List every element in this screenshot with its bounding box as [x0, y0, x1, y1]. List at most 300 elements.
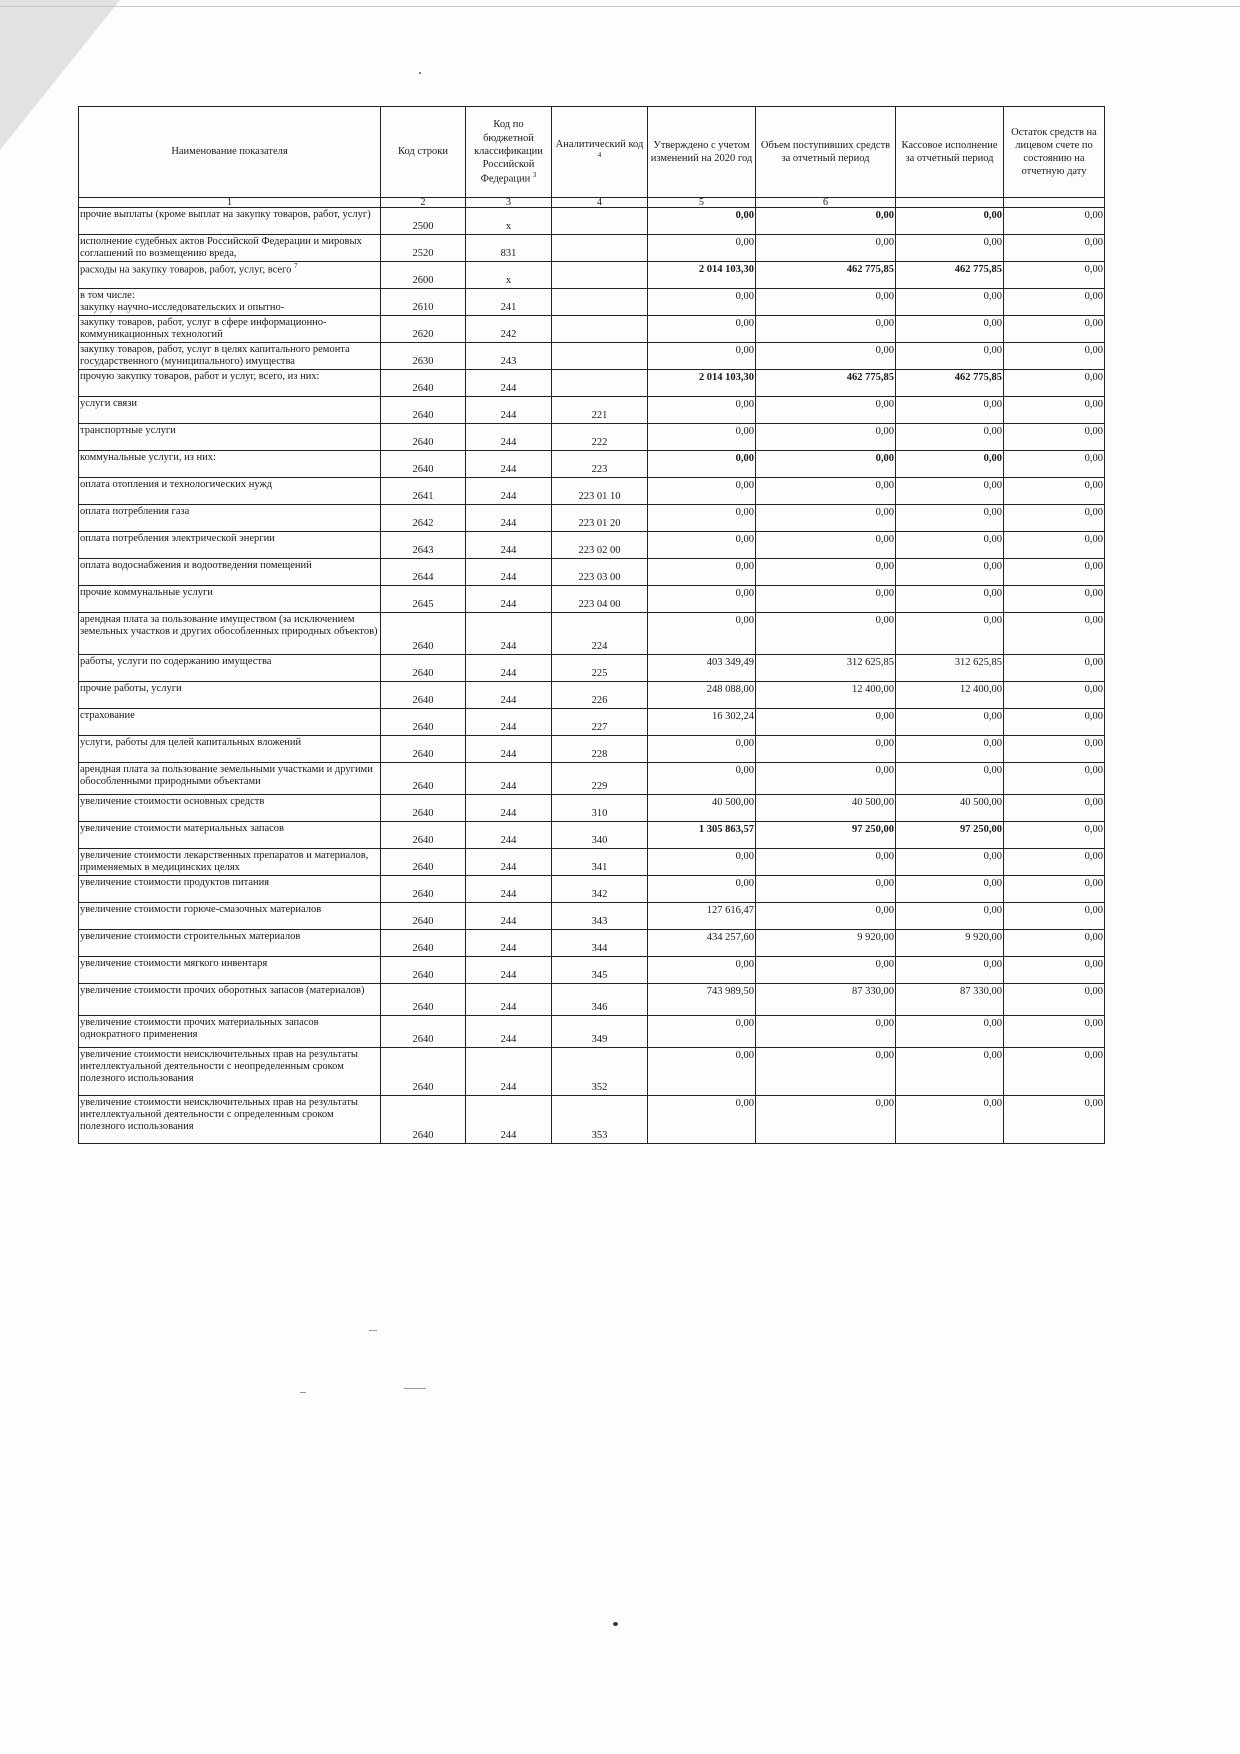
indicator-name: коммунальные услуги, из них:	[79, 451, 381, 478]
line-code: 2640	[381, 984, 466, 1016]
analytic-code	[552, 289, 648, 316]
header-line-code: Код строки	[381, 107, 466, 198]
line-code: 2640	[381, 613, 466, 655]
table-row	[79, 822, 1105, 849]
received-amount: 0,00	[756, 586, 896, 613]
received-amount: 0,00	[756, 424, 896, 451]
executed-amount: 0,00	[896, 235, 1004, 262]
table-row	[79, 1016, 1105, 1048]
budget-code: 244	[466, 613, 552, 655]
executed-amount: 0,00	[896, 876, 1004, 903]
column-number: 1	[79, 198, 381, 208]
balance-amount: 0,00	[1004, 613, 1105, 655]
column-number-row	[79, 198, 1105, 208]
approved-amount: 0,00	[648, 208, 756, 235]
analytic-code: 341	[552, 849, 648, 876]
scan-speck	[419, 72, 421, 74]
executed-amount: 9 920,00	[896, 930, 1004, 957]
executed-amount: 312 625,85	[896, 655, 1004, 682]
approved-amount: 2 014 103,30	[648, 262, 756, 289]
line-code: 2640	[381, 1048, 466, 1096]
received-amount: 0,00	[756, 289, 896, 316]
approved-amount: 0,00	[648, 1016, 756, 1048]
indicator-name: увеличение стоимости неисключительных прав на результаты интеллектуальной деятельности с определенным сроком полезного использования	[79, 1096, 381, 1144]
executed-amount: 0,00	[896, 709, 1004, 736]
indicator-name: оплата потребления газа	[79, 505, 381, 532]
executed-amount: 0,00	[896, 957, 1004, 984]
table-row	[79, 1096, 1105, 1144]
budget-code: 244	[466, 586, 552, 613]
table-row	[79, 505, 1105, 532]
table-row	[79, 682, 1105, 709]
indicator-name: закупку товаров, работ, услуг в сфере информационно-коммуникационных технологий	[79, 316, 381, 343]
executed-amount: 0,00	[896, 289, 1004, 316]
approved-amount: 0,00	[648, 1096, 756, 1144]
analytic-code: 224	[552, 613, 648, 655]
indicator-name: увеличение стоимости горюче-смазочных материалов	[79, 903, 381, 930]
approved-amount: 0,00	[648, 505, 756, 532]
line-code: 2642	[381, 505, 466, 532]
indicator-name: увеличение стоимости неисключительных прав на результаты интеллектуальной деятельности с неопределенным сроком полезного использования	[79, 1048, 381, 1096]
balance-amount: 0,00	[1004, 262, 1105, 289]
balance-amount: 0,00	[1004, 235, 1105, 262]
executed-amount: 0,00	[896, 736, 1004, 763]
balance-amount: 0,00	[1004, 586, 1105, 613]
line-code: 2500	[381, 208, 466, 235]
table-row	[79, 559, 1105, 586]
line-code: 2640	[381, 930, 466, 957]
balance-amount: 0,00	[1004, 763, 1105, 795]
balance-amount: 0,00	[1004, 655, 1105, 682]
column-number	[1004, 198, 1105, 208]
approved-amount: 0,00	[648, 849, 756, 876]
analytic-code	[552, 370, 648, 397]
approved-amount: 16 302,24	[648, 709, 756, 736]
header-indicator-name: Наименование показателя	[79, 107, 381, 198]
analytic-code	[552, 343, 648, 370]
approved-amount: 403 349,49	[648, 655, 756, 682]
column-number: 2	[381, 198, 466, 208]
table-row	[79, 370, 1105, 397]
line-code: 2645	[381, 586, 466, 613]
received-amount: 0,00	[756, 316, 896, 343]
analytic-code: 223 01 10	[552, 478, 648, 505]
approved-amount: 0,00	[648, 343, 756, 370]
line-code: 2640	[381, 424, 466, 451]
approved-amount: 0,00	[648, 532, 756, 559]
indicator-name: увеличение стоимости лекарственных препаратов и материалов, применяемых в медицинских целях	[79, 849, 381, 876]
balance-amount: 0,00	[1004, 532, 1105, 559]
column-number	[896, 198, 1004, 208]
table-row	[79, 930, 1105, 957]
indicator-name: увеличение стоимости продуктов питания	[79, 876, 381, 903]
balance-amount: 0,00	[1004, 289, 1105, 316]
budget-code: 244	[466, 984, 552, 1016]
analytic-code: 353	[552, 1096, 648, 1144]
analytic-code: 223 01 20	[552, 505, 648, 532]
approved-amount: 0,00	[648, 736, 756, 763]
budget-code: 244	[466, 763, 552, 795]
balance-amount: 0,00	[1004, 1096, 1105, 1144]
budget-code: 244	[466, 795, 552, 822]
scan-dot	[613, 1622, 618, 1626]
line-code: 2640	[381, 849, 466, 876]
line-code: 2610	[381, 289, 466, 316]
header-executed: Кассовое исполнение за отчетный период	[896, 107, 1004, 198]
analytic-code: 227	[552, 709, 648, 736]
budget-code: 244	[466, 424, 552, 451]
budget-code: 244	[466, 370, 552, 397]
approved-amount: 248 088,00	[648, 682, 756, 709]
received-amount: 0,00	[756, 709, 896, 736]
executed-amount: 0,00	[896, 316, 1004, 343]
table-row	[79, 397, 1105, 424]
executed-amount: 0,00	[896, 763, 1004, 795]
balance-amount: 0,00	[1004, 316, 1105, 343]
budget-code: 244	[466, 709, 552, 736]
analytic-code: 223 03 00	[552, 559, 648, 586]
indicator-name: страхование	[79, 709, 381, 736]
balance-amount: 0,00	[1004, 709, 1105, 736]
analytic-code: 221	[552, 397, 648, 424]
balance-amount: 0,00	[1004, 451, 1105, 478]
analytic-code: 349	[552, 1016, 648, 1048]
received-amount: 0,00	[756, 903, 896, 930]
budget-code: 244	[466, 505, 552, 532]
executed-amount: 0,00	[896, 849, 1004, 876]
balance-amount: 0,00	[1004, 424, 1105, 451]
line-code: 2640	[381, 1096, 466, 1144]
approved-amount: 0,00	[648, 763, 756, 795]
approved-amount: 40 500,00	[648, 795, 756, 822]
indicator-name: увеличение стоимости прочих оборотных запасов (материалов)	[79, 984, 381, 1016]
indicator-name: увеличение стоимости мягкого инвентаря	[79, 957, 381, 984]
table-row	[79, 655, 1105, 682]
executed-amount: 0,00	[896, 1048, 1004, 1096]
indicator-name: арендная плата за пользование имуществом (за исключением земельных участков и других обособленных природных объектов)	[79, 613, 381, 655]
balance-amount: 0,00	[1004, 957, 1105, 984]
received-amount: 312 625,85	[756, 655, 896, 682]
table-body	[79, 208, 1105, 1144]
approved-amount: 0,00	[648, 613, 756, 655]
received-amount: 0,00	[756, 957, 896, 984]
approved-amount: 0,00	[648, 235, 756, 262]
executed-amount: 12 400,00	[896, 682, 1004, 709]
executed-amount: 0,00	[896, 208, 1004, 235]
line-code: 2600	[381, 262, 466, 289]
indicator-name: увеличение стоимости прочих материальных запасов однократного применения	[79, 1016, 381, 1048]
approved-amount: 743 989,50	[648, 984, 756, 1016]
analytic-code: 222	[552, 424, 648, 451]
approved-amount: 434 257,60	[648, 930, 756, 957]
approved-amount: 0,00	[648, 957, 756, 984]
indicator-name: оплата отопления и технологических нужд	[79, 478, 381, 505]
received-amount: 0,00	[756, 559, 896, 586]
analytic-code: 343	[552, 903, 648, 930]
line-code: 2620	[381, 316, 466, 343]
analytic-code	[552, 316, 648, 343]
approved-amount: 0,00	[648, 397, 756, 424]
executed-amount: 40 500,00	[896, 795, 1004, 822]
executed-amount: 97 250,00	[896, 822, 1004, 849]
balance-amount: 0,00	[1004, 736, 1105, 763]
analytic-code: 345	[552, 957, 648, 984]
line-code: 2640	[381, 451, 466, 478]
indicator-name: прочие выплаты (кроме выплат на закупку товаров, работ, услуг)	[79, 208, 381, 235]
executed-amount: 0,00	[896, 397, 1004, 424]
table-row	[79, 736, 1105, 763]
line-code: 2640	[381, 1016, 466, 1048]
budget-code: 244	[466, 559, 552, 586]
analytic-code: 226	[552, 682, 648, 709]
executed-amount: 0,00	[896, 903, 1004, 930]
budget-code: 244	[466, 930, 552, 957]
table-row	[79, 262, 1105, 289]
executed-amount: 0,00	[896, 532, 1004, 559]
executed-amount: 0,00	[896, 613, 1004, 655]
received-amount: 0,00	[756, 613, 896, 655]
table-row	[79, 849, 1105, 876]
budget-code: 244	[466, 957, 552, 984]
budget-code: 244	[466, 903, 552, 930]
balance-amount: 0,00	[1004, 795, 1105, 822]
budget-code: 244	[466, 849, 552, 876]
scan-speck	[404, 1388, 426, 1389]
column-number: 4	[552, 198, 648, 208]
table-row	[79, 316, 1105, 343]
indicator-name: прочие коммунальные услуги	[79, 586, 381, 613]
indicator-name: исполнение судебных актов Российской Федерации и мировых соглашений по возмещению вреда,	[79, 235, 381, 262]
executed-amount: 462 775,85	[896, 370, 1004, 397]
scan-speck	[369, 1330, 377, 1331]
received-amount: 0,00	[756, 208, 896, 235]
budget-code: x	[466, 262, 552, 289]
indicator-name: в том числе: закупку научно-исследовательских и опытно-	[79, 289, 381, 316]
approved-amount: 0,00	[648, 559, 756, 586]
indicator-name: закупку товаров, работ, услуг в целях капитального ремонта государственного (муниципального) имущества	[79, 343, 381, 370]
scan-edge-line	[0, 6, 1240, 7]
received-amount: 12 400,00	[756, 682, 896, 709]
approved-amount: 0,00	[648, 1048, 756, 1096]
line-code: 2644	[381, 559, 466, 586]
balance-amount: 0,00	[1004, 343, 1105, 370]
received-amount: 0,00	[756, 849, 896, 876]
line-code: 2640	[381, 957, 466, 984]
table-row	[79, 1048, 1105, 1096]
executed-amount: 0,00	[896, 586, 1004, 613]
received-amount: 40 500,00	[756, 795, 896, 822]
budget-code: 244	[466, 822, 552, 849]
line-code: 2640	[381, 822, 466, 849]
approved-amount: 0,00	[648, 478, 756, 505]
approved-amount: 0,00	[648, 586, 756, 613]
budget-code: x	[466, 208, 552, 235]
header-budget-code: Код по бюджетной классификации Российской Федерации $^3$	[466, 107, 552, 198]
received-amount: 0,00	[756, 1016, 896, 1048]
received-amount: 0,00	[756, 763, 896, 795]
table-row	[79, 586, 1105, 613]
analytic-code	[552, 235, 648, 262]
analytic-code: 223 02 00	[552, 532, 648, 559]
budget-code: 243	[466, 343, 552, 370]
received-amount: 9 920,00	[756, 930, 896, 957]
analytic-code: 310	[552, 795, 648, 822]
analytic-code	[552, 208, 648, 235]
indicator-name: арендная плата за пользование земельными участками и другими обособленными природными объектами	[79, 763, 381, 795]
approved-amount: 127 616,47	[648, 903, 756, 930]
executed-amount: 0,00	[896, 1016, 1004, 1048]
scan-speck	[300, 1392, 306, 1393]
balance-amount: 0,00	[1004, 478, 1105, 505]
table-row	[79, 876, 1105, 903]
line-code: 2520	[381, 235, 466, 262]
budget-code: 244	[466, 655, 552, 682]
approved-amount: 0,00	[648, 424, 756, 451]
header-balance: Остаток средств на лицевом счете по состоянию на отчетную дату	[1004, 107, 1105, 198]
approved-amount: 2 014 103,30	[648, 370, 756, 397]
line-code: 2640	[381, 682, 466, 709]
line-code: 2640	[381, 655, 466, 682]
indicator-name: увеличение стоимости материальных запасов	[79, 822, 381, 849]
budget-code: 244	[466, 478, 552, 505]
budget-code: 244	[466, 682, 552, 709]
executed-amount: 0,00	[896, 424, 1004, 451]
indicator-name: расходы на закупку товаров, работ, услуг, всего $^7$	[79, 262, 381, 289]
received-amount: 462 775,85	[756, 262, 896, 289]
analytic-code	[552, 262, 648, 289]
balance-amount: 0,00	[1004, 505, 1105, 532]
header-analytic-code: Аналитический код $^4$	[552, 107, 648, 198]
analytic-code: 340	[552, 822, 648, 849]
indicator-name: увеличение стоимости строительных материалов	[79, 930, 381, 957]
executed-amount: 87 330,00	[896, 984, 1004, 1016]
received-amount: 0,00	[756, 235, 896, 262]
analytic-code: 344	[552, 930, 648, 957]
balance-amount: 0,00	[1004, 903, 1105, 930]
approved-amount: 0,00	[648, 316, 756, 343]
budget-code: 241	[466, 289, 552, 316]
approved-amount: 0,00	[648, 289, 756, 316]
table-row	[79, 903, 1105, 930]
line-code: 2640	[381, 876, 466, 903]
executed-amount: 0,00	[896, 451, 1004, 478]
received-amount: 97 250,00	[756, 822, 896, 849]
line-code: 2630	[381, 343, 466, 370]
indicator-name: увеличение стоимости основных средств	[79, 795, 381, 822]
indicator-name: услуги, работы для целей капитальных вложений	[79, 736, 381, 763]
balance-amount: 0,00	[1004, 370, 1105, 397]
indicator-name: транспортные услуги	[79, 424, 381, 451]
line-code: 2640	[381, 903, 466, 930]
header-received: Объем поступивших средств за отчетный период	[756, 107, 896, 198]
table-row	[79, 289, 1105, 316]
column-number: 5	[648, 198, 756, 208]
line-code: 2640	[381, 736, 466, 763]
table-row	[79, 763, 1105, 795]
table-row	[79, 613, 1105, 655]
budget-code: 242	[466, 316, 552, 343]
indicator-name: работы, услуги по содержанию имущества	[79, 655, 381, 682]
indicator-name: оплата водоснабжения и водоотведения помещений	[79, 559, 381, 586]
table-row	[79, 235, 1105, 262]
received-amount: 0,00	[756, 736, 896, 763]
approved-amount: 1 305 863,57	[648, 822, 756, 849]
table-row	[79, 709, 1105, 736]
balance-amount: 0,00	[1004, 930, 1105, 957]
executed-amount: 0,00	[896, 505, 1004, 532]
budget-code: 244	[466, 1096, 552, 1144]
executed-amount: 0,00	[896, 559, 1004, 586]
analytic-code: 352	[552, 1048, 648, 1096]
analytic-code: 228	[552, 736, 648, 763]
table-row	[79, 208, 1105, 235]
budget-code: 244	[466, 451, 552, 478]
table-row	[79, 984, 1105, 1016]
analytic-code: 346	[552, 984, 648, 1016]
received-amount: 0,00	[756, 1048, 896, 1096]
balance-amount: 0,00	[1004, 559, 1105, 586]
balance-amount: 0,00	[1004, 682, 1105, 709]
table-row	[79, 424, 1105, 451]
budget-code: 831	[466, 235, 552, 262]
received-amount: 0,00	[756, 397, 896, 424]
table-row	[79, 957, 1105, 984]
analytic-code: 223	[552, 451, 648, 478]
line-code: 2640	[381, 795, 466, 822]
indicator-name: услуги связи	[79, 397, 381, 424]
balance-amount: 0,00	[1004, 397, 1105, 424]
header-approved: Утверждено с учетом изменений на 2020 год	[648, 107, 756, 198]
received-amount: 0,00	[756, 451, 896, 478]
expenses-report-table	[78, 106, 1105, 1144]
balance-amount: 0,00	[1004, 822, 1105, 849]
column-number: 6	[756, 198, 896, 208]
analytic-code: 223 04 00	[552, 586, 648, 613]
line-code: 2643	[381, 532, 466, 559]
approved-amount: 0,00	[648, 451, 756, 478]
received-amount: 462 775,85	[756, 370, 896, 397]
analytic-code: 229	[552, 763, 648, 795]
indicator-name: оплата потребления электрической энергии	[79, 532, 381, 559]
line-code: 2640	[381, 709, 466, 736]
balance-amount: 0,00	[1004, 208, 1105, 235]
line-code: 2641	[381, 478, 466, 505]
received-amount: 0,00	[756, 532, 896, 559]
table-header-row	[79, 107, 1105, 198]
balance-amount: 0,00	[1004, 1048, 1105, 1096]
table-row	[79, 532, 1105, 559]
received-amount: 0,00	[756, 876, 896, 903]
balance-amount: 0,00	[1004, 876, 1105, 903]
budget-code: 244	[466, 1048, 552, 1096]
line-code: 2640	[381, 370, 466, 397]
table-row	[79, 451, 1105, 478]
executed-amount: 0,00	[896, 478, 1004, 505]
approved-amount: 0,00	[648, 876, 756, 903]
received-amount: 0,00	[756, 1096, 896, 1144]
budget-code: 244	[466, 736, 552, 763]
table-row	[79, 795, 1105, 822]
indicator-name: прочие работы, услуги	[79, 682, 381, 709]
received-amount: 87 330,00	[756, 984, 896, 1016]
column-number: 3	[466, 198, 552, 208]
line-code: 2640	[381, 397, 466, 424]
executed-amount: 0,00	[896, 1096, 1004, 1144]
received-amount: 0,00	[756, 478, 896, 505]
balance-amount: 0,00	[1004, 984, 1105, 1016]
analytic-code: 342	[552, 876, 648, 903]
executed-amount: 0,00	[896, 343, 1004, 370]
